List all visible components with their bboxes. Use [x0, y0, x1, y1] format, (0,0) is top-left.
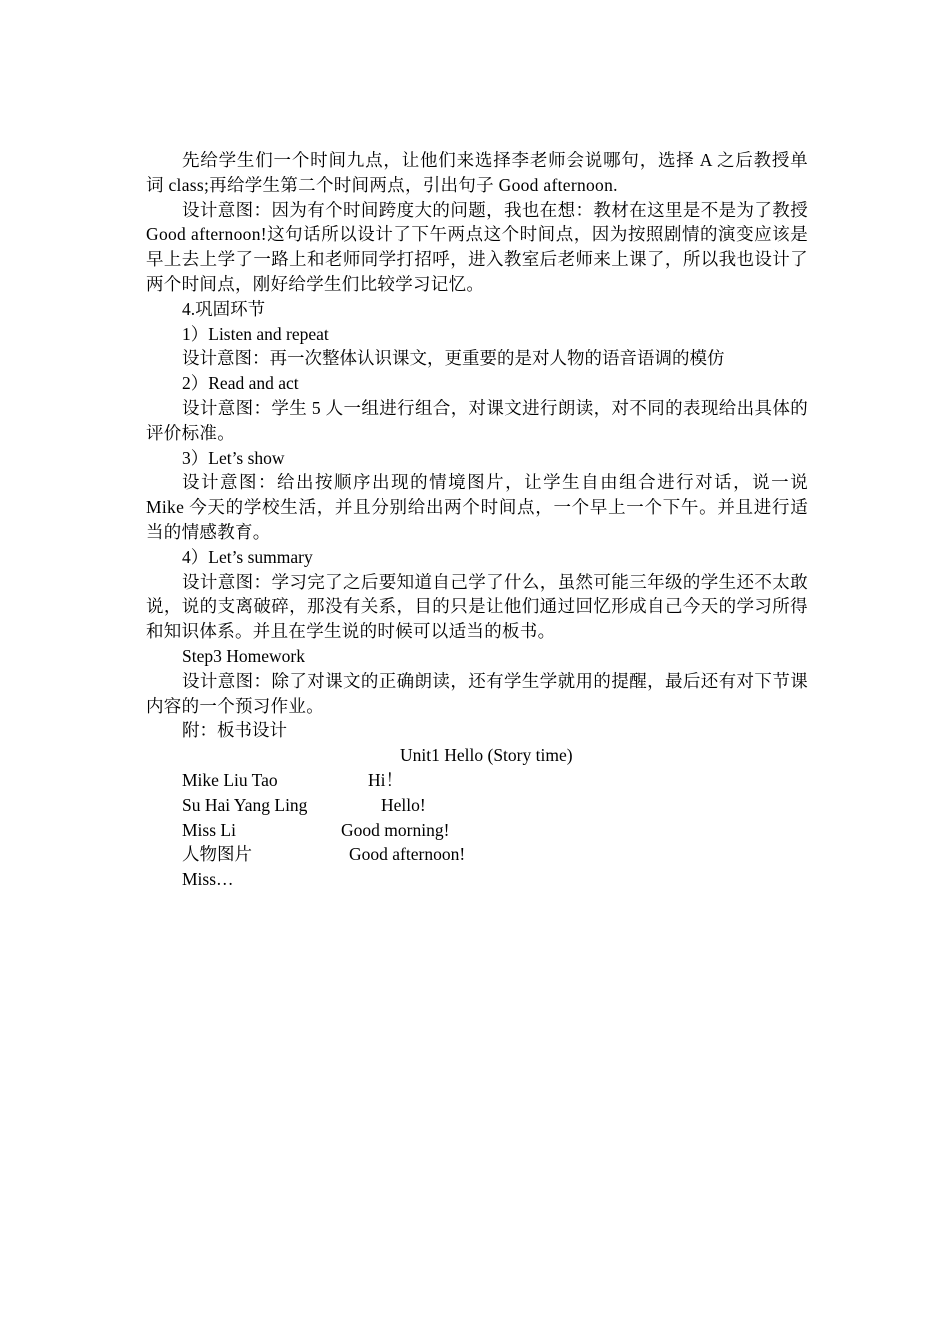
board-row [146, 842, 808, 867]
board-row-left: Mike Liu Tao [182, 769, 278, 790]
board-row-left: Miss… [182, 869, 234, 890]
board-row-left: Miss Li [182, 819, 236, 840]
activity-read-act-intent: 设计意图：学生 5 人一组进行组合，对课文进行朗读，对不同的表现给出具体的评价标准。 [146, 397, 808, 443]
activity-lets-summary: 4）Let’s summary [182, 546, 313, 567]
activity-read-act: 2）Read and act [182, 373, 299, 394]
board-row-right: Good morning! [341, 819, 450, 840]
board-row-right: Hi！ [368, 769, 403, 790]
board-row [146, 793, 808, 818]
section-heading-consolidation: 4.巩固环节 [182, 298, 266, 319]
board-row [146, 768, 808, 793]
activity-listen-repeat-intent: 设计意图：再一次整体认识课文，更重要的是对人物的语音语调的模仿 [182, 348, 725, 369]
board-row-right: Good afternoon! [349, 844, 466, 865]
document-page [146, 148, 808, 892]
step3-homework: Step3 Homework [182, 645, 305, 666]
step3-homework-intent: 设计意图：除了对课文的正确朗读，还有学生学就用的提醒，最后还有对下节课内容的一个预习作业。 [146, 670, 808, 716]
board-row-right: Hello! [381, 794, 426, 815]
activity-listen-repeat: 1）Listen and repeat [182, 323, 329, 344]
paragraph-intro: 先给学生们一个时间九点，让他们来选择李老师会说哪句，选择 A 之后教授单词 class;再给学生第二个时间两点，引出句子 Good afternoon. [146, 150, 808, 195]
activity-lets-summary-intent: 设计意图：学习完了之后要知道自己学了什么，虽然可能三年级的学生还不太敢说，说的支离破碎，那没有关系，目的只是让他们通过回忆形成自己今天的学习所得和知识体系。并且在学生说的时候可以适当的板书。 [146, 571, 808, 642]
activity-lets-show: 3）Let’s show [182, 447, 285, 468]
board-row [146, 818, 808, 843]
board-row-left: Su Hai Yang Ling [182, 794, 308, 815]
activity-lets-show-intent: 设计意图：给出按顺序出现的情境图片，让学生自由组合进行对话，说一说 Mike 今天的学校生活，并且分别给出两个时间点，一个早上一个下午。并且进行适当的情感教育。 [146, 472, 808, 542]
appendix-board-design: 附：板书设计 [182, 720, 287, 741]
board-row [146, 867, 808, 892]
board-title: Unit1 Hello (Story time) [400, 745, 573, 766]
board-row-left: 人物图片 [182, 844, 252, 865]
paragraph-design-intent: 设计意图：因为有个时间跨度大的问题，我也在想：教材在这里是不是为了教授 Good afternoon!这句话所以设计了下午两点这个时间点，因为按照剧情的演变应该是早上去上学了一路上和老师同学打招呼，进入教室后老师来上课了，所以我也设计了两个时间点，刚好给学生们比较学习记忆。 [146, 199, 808, 294]
